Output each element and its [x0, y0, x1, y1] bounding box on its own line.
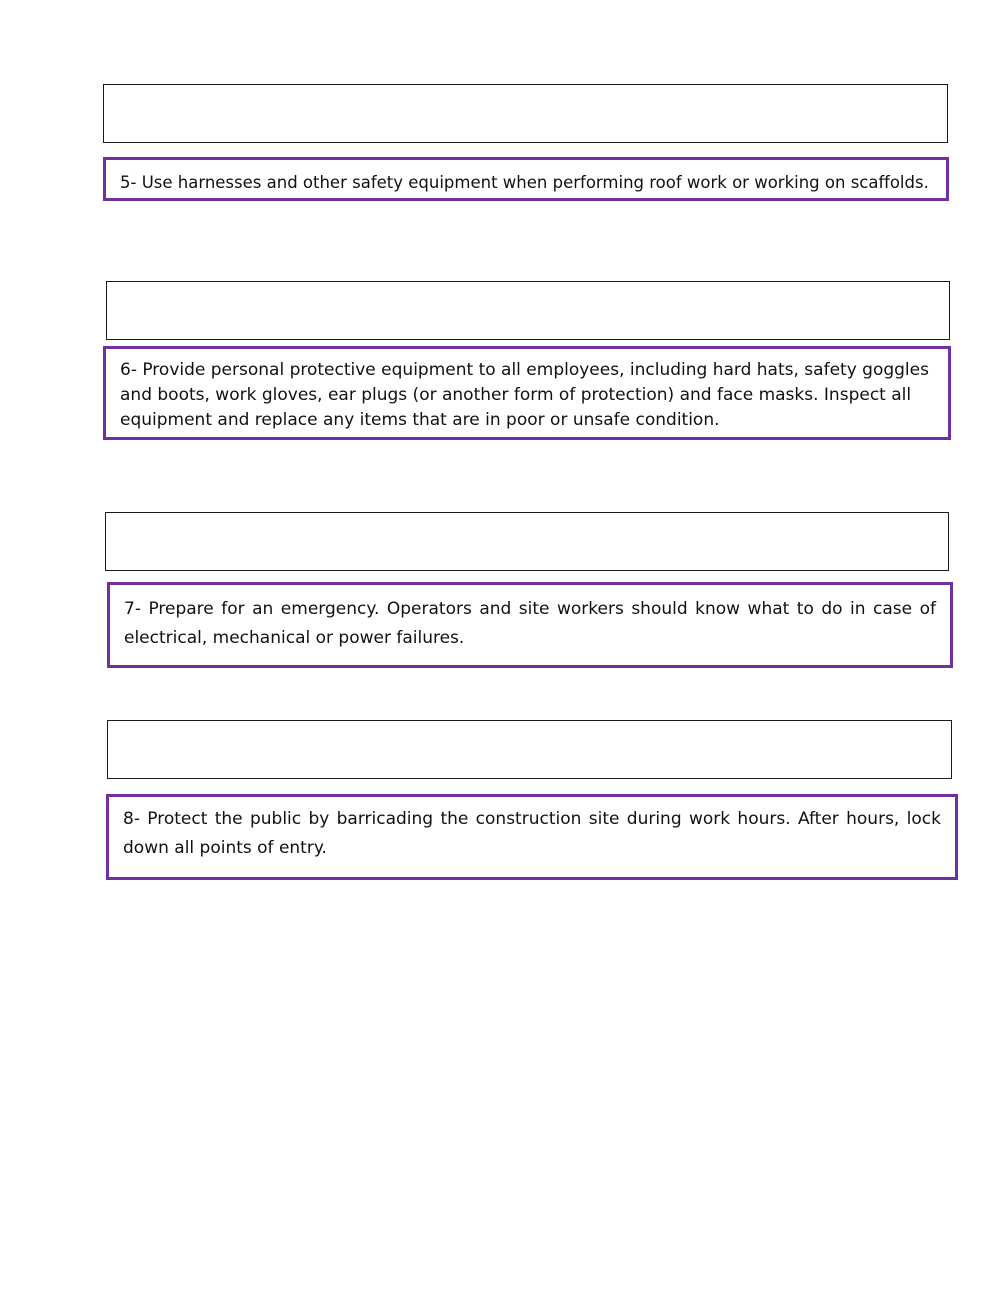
rule-box-5: 5- Use harnesses and other safety equipment when performing roof work or working on scaffolds. — [103, 157, 949, 201]
rule-box-6: 6- Provide personal protective equipment to all employees, including hard hats, safety goggles and boots, work gloves, ear plugs (or another form of protection) and face masks. Inspect all equipment and replace any items that are in poor or unsafe condition. — [103, 346, 951, 440]
answer-box-5[interactable] — [103, 84, 948, 143]
rule-box-8: 8- Protect the public by barricading the construction site during work hours. After hours, lock down all points of entry. — [106, 794, 958, 880]
answer-box-7[interactable] — [105, 512, 949, 571]
rule-box-7: 7- Prepare for an emergency. Operators and site workers should know what to do in case of electrical, mechanical or power failures. — [107, 582, 953, 668]
answer-box-8[interactable] — [107, 720, 952, 779]
answer-box-6[interactable] — [106, 281, 950, 340]
